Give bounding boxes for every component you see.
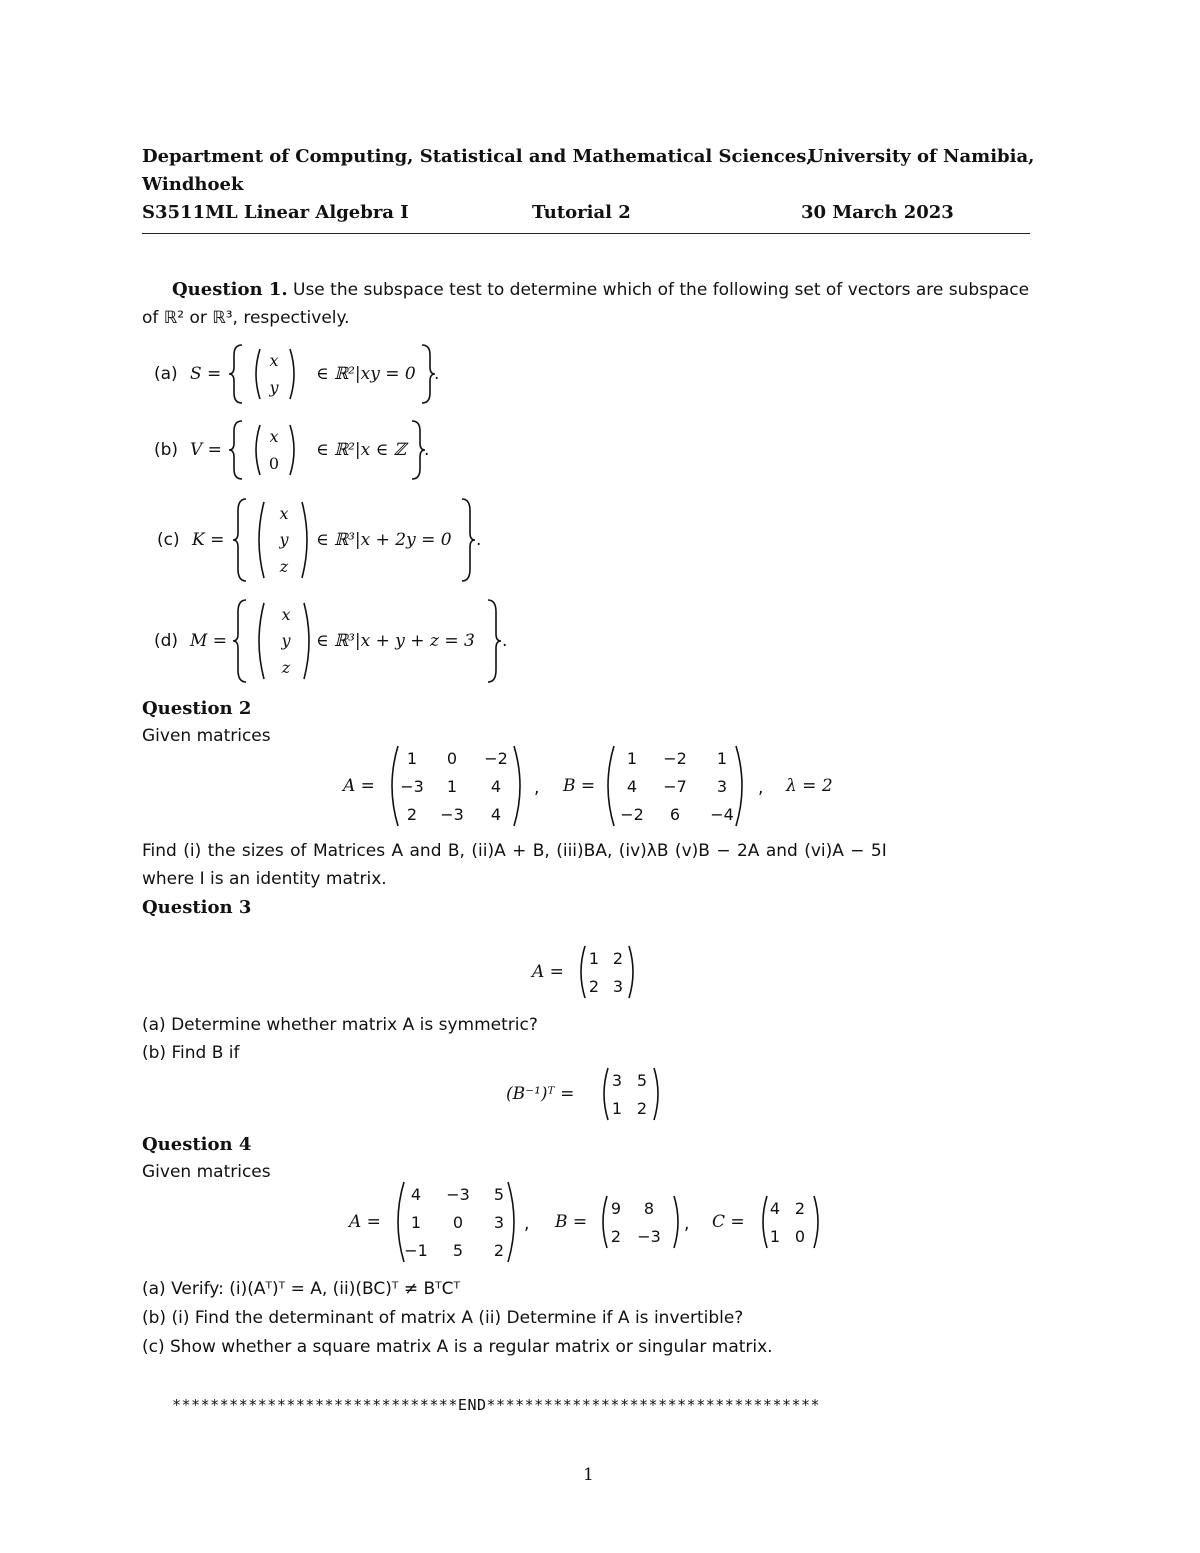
q1c-tag: (c) — [157, 530, 180, 550]
question-1-text-cont: of ℝ² or ℝ³, respectively. — [142, 308, 350, 328]
q2-matrix-a-name: A = — [343, 776, 375, 796]
q2-lambda: λ = 2 — [786, 776, 833, 796]
university-name: University of Namibia, — [808, 146, 1035, 167]
department-name: Department of Computing, Statistical and Mathematical Sciences, — [142, 146, 813, 167]
question-1-label: Question 1. — [172, 279, 288, 300]
q1d-condition: ∈ ℝ³|x + y + z = 3 — [316, 631, 475, 651]
q2-matrix-b-right-paren — [734, 744, 748, 828]
q2-matrix-b-name: B = — [563, 776, 596, 796]
question-2-task-cont: where I is an identity matrix. — [142, 869, 387, 889]
q1b-left-brace — [228, 419, 248, 481]
q4-part-b: (b) (i) Find the determinant of matrix A (ii) Determine if A is invertible? — [142, 1308, 744, 1328]
q4-matrix-b-right-paren — [672, 1194, 684, 1250]
q1c-set-name: K = — [192, 530, 225, 550]
q3-matrix-a: 1 2 2 3 — [588, 948, 624, 996]
q4-matrix-b-name: B = — [555, 1212, 588, 1232]
q1d-set-name: M = — [190, 631, 228, 651]
q3-matrix-a-right-paren — [627, 944, 639, 1000]
q4-matrix-c: 4 2 1 0 — [769, 1198, 806, 1246]
q2-matrix-a: 1 0 −2 −3 1 4 2 −3 4 — [400, 748, 508, 824]
course-title: S3511ML Linear Algebra I — [142, 202, 409, 223]
q3-part-a: (a) Determine whether matrix A is symmetric? — [142, 1015, 538, 1035]
tutorial-number: Tutorial 2 — [532, 202, 631, 223]
q4-matrix-a-right-paren — [506, 1180, 520, 1264]
q2-matrix-b: 1 −2 1 4 −7 3 −2 6 −4 — [620, 748, 734, 824]
q1b-set-name: V = — [190, 440, 222, 460]
question-2-task: Find (i) the sizes of Matrices A and B, (ii)A + B, (iii)BA, (iv)λB (v)B − 2A and (vi)A − 5I — [142, 841, 887, 861]
q2-matrix-a-right-paren — [512, 744, 526, 828]
question-4-label: Question 4 — [142, 1134, 252, 1155]
q1a-right-paren — [288, 347, 300, 401]
question-4-intro: Given matrices — [142, 1162, 271, 1182]
q4-matrix-a-name: A = — [349, 1212, 381, 1232]
q1c-left-paren — [254, 500, 266, 580]
q4-part-c: (c) Show whether a square matrix A is a regular matrix or singular matrix. — [142, 1337, 773, 1357]
q1b-left-paren — [250, 423, 262, 477]
q1d-tag: (d) — [154, 631, 179, 651]
q1a-left-brace — [228, 343, 248, 405]
q3-matrix-right-paren — [652, 1066, 664, 1122]
page-number: 1 — [583, 1465, 594, 1485]
question-2-label: Question 2 — [142, 698, 252, 719]
q1c-right-paren — [300, 500, 312, 580]
question-2-intro: Given matrices — [142, 726, 271, 746]
q1b-tag: (b) — [154, 440, 179, 460]
q1b-right-paren — [288, 423, 300, 477]
q4-matrix-a: 4 −3 5 1 0 3 −1 5 2 — [404, 1184, 505, 1260]
q1a-condition: ∈ ℝ²|xy = 0 — [316, 364, 416, 384]
q4-part-a: (a) Verify: (i)(Aᵀ)ᵀ = A, (ii)(BC)ᵀ ≠ BᵀCᵀ — [142, 1279, 461, 1299]
q1b-condition: ∈ ℝ²|x ∈ ℤ — [316, 440, 407, 460]
end-marker-line: ******************************END*********************************** — [172, 1396, 821, 1414]
q1d-vector: x y z — [281, 604, 291, 678]
q3-matrix-a-name: A = — [532, 962, 564, 982]
q1c-vector: x y z — [279, 503, 289, 577]
q3-inverse-transpose: (B⁻¹)ᵀ = — [506, 1084, 575, 1104]
city-name: Windhoek — [142, 174, 244, 195]
q1c-left-brace — [232, 497, 252, 583]
question-3-label: Question 3 — [142, 897, 252, 918]
q4-matrix-b: 9 8 2 −3 — [610, 1198, 661, 1246]
q3-part-b: (b) Find B if — [142, 1043, 240, 1063]
q1d-left-paren — [254, 601, 266, 681]
q3-given-matrix: 3 5 1 2 — [611, 1070, 648, 1118]
q4-matrix-c-right-paren — [812, 1194, 824, 1250]
q1d-right-paren — [302, 601, 314, 681]
q1b-vector: x 0 — [268, 427, 280, 473]
q1a-set-name: S = — [190, 364, 222, 384]
question-1-text: Use the subspace test to determine which of the following set of vectors are subspace — [293, 280, 1030, 300]
q1c-condition: ∈ ℝ³|x + 2y = 0 — [316, 530, 452, 550]
q1d-left-brace — [232, 598, 252, 684]
header-rule — [142, 233, 1030, 234]
q1a-left-paren — [250, 347, 262, 401]
tutorial-date: 30 March 2023 — [801, 202, 954, 223]
q1a-vector: x y — [269, 351, 279, 397]
q4-matrix-c-name: C = — [712, 1212, 745, 1232]
q1a-tag: (a) — [154, 364, 178, 384]
